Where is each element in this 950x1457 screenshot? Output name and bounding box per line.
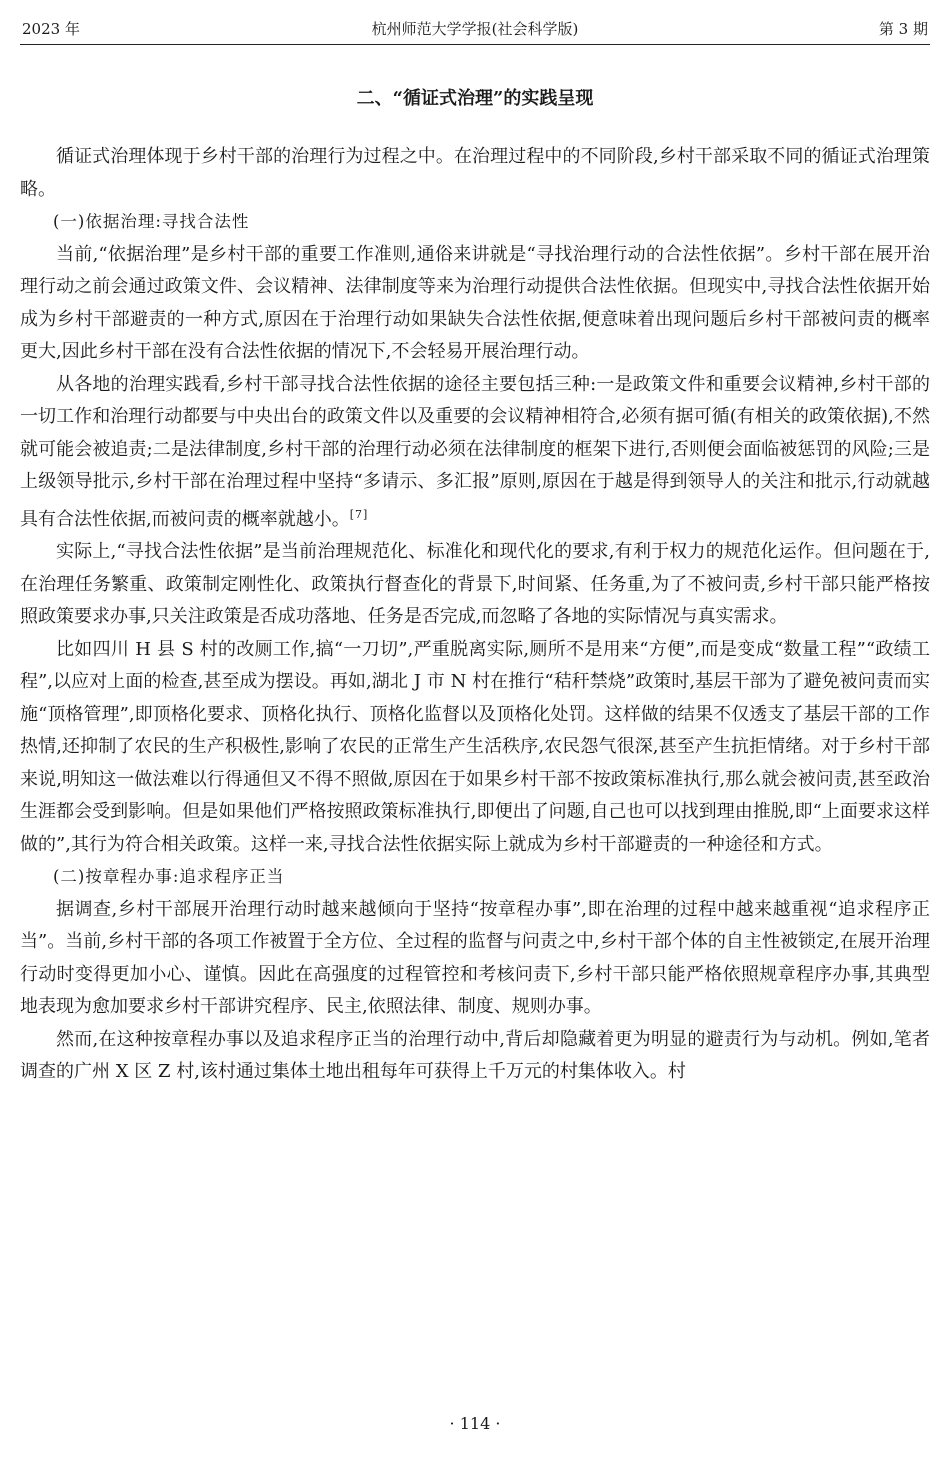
header-rule bbox=[20, 44, 930, 45]
header-year: 2023 年 bbox=[22, 20, 80, 38]
paragraph-case-guangzhou: 然而,在这种按章程办事以及追求程序正当的治理行动中,背后却隐藏着更为明显的避责行为与动机。例如,笔者调查的广州 X 区 Z 村,该村通过集体土地出租每年可获得上千万元的村集体收入。村 bbox=[20, 1028, 930, 1082]
article-body bbox=[20, 141, 930, 1089]
paragraph-examples: 比如四川 H 县 S 村的改厕工作,搞“一刀切”,严重脱离实际,厕所不是用来“方便”,而是变成“数量工程”“政绩工程”,以应对上面的检查,甚至成为摆设。再如,湖北 J 市 N 村在推行“秸秆禁烧”政策时,基层干部为了避免被问责而实施“顶格管理”,即顶格化要求、顶格化执行、顶格化监督以及顶格化处罚。这样做的结果不仅透支了基层干部的工作热情,还抑制了农民的生产积极性,影响了农民的正常生产生活秩序,农民怨气很深,甚至产生抗拒情绪。对于乡村干部来说,明知这一做法难以行得通但又不得不照做,原因在于如果乡村干部不按政策标准执行,那么就会被问责,甚至政治生涯都会受到影响。但是如果他们严格按照政策标准执行,即便出了问题,自己也可以找到理由推脱,即“上面要求这样做的”,其行为符合相关政策。这样一来,寻找合法性依据实际上就成为乡村干部避责的一种途径和方式。 bbox=[20, 638, 930, 855]
section-title: 二、“循证式治理”的实践呈现 bbox=[356, 88, 594, 109]
paragraph-three-paths bbox=[20, 369, 930, 537]
paragraph-legitimacy: 当前,“依据治理”是乡村干部的重要工作准则,通俗来讲就是“寻找治理行动的合法性依据”。乡村干部在展开治理行动之前会通过政策文件、会议精神、法律制度等来为治理行动提供合法性依据。但现实中,寻找合法性依据开始成为乡村干部避责的一种方式,原因在于治理行动如果缺失合法性依据,便意味着出现问题后乡村干部被问责的概率更大,因此乡村干部在没有合法性依据的情况下,不会轻易开展治理行动。 bbox=[20, 243, 930, 362]
running-header bbox=[22, 18, 928, 42]
paragraph-procedure: 据调查,乡村干部展开治理行动时越来越倾向于坚持“按章程办事”,即在治理的过程中越来越重视“追求程序正当”。当前,乡村干部的各项工作被置于全方位、全过程的监督与问责之中,乡村干部个体的自主性被锁定,在展开治理行动时变得更加小心、谨慎。因此在高强度的过程管控和考核问责下,乡村干部只能严格依照规章程序办事,其典型地表现为愈加要求乡村干部讲究程序、民主,依照法律、制度、规则办事。 bbox=[20, 898, 930, 1017]
citation-ref[interactable]: [7] bbox=[349, 507, 369, 521]
page-number: · 114 · bbox=[449, 1414, 501, 1433]
paragraph-intro: 循证式治理体现于乡村干部的治理行为过程之中。在治理过程中的不同阶段,乡村干部采取不同的循证式治理策略。 bbox=[20, 146, 930, 200]
paragraph-standardization: 实际上,“寻找合法性依据”是当前治理规范化、标准化和现代化的要求,有利于权力的规范化运作。但问题在于,在治理任务繁重、政策制定刚性化、政策执行督查化的背景下,时间紧、任务重,为了不被问责,乡村干部只能严格按照政策要求办事,只关注政策是否成功落地、任务是否完成,而忽略了各地的实际情况与真实需求。 bbox=[20, 541, 930, 627]
paragraph-three-paths-text: 从各地的治理实践看,乡村干部寻找合法性依据的途径主要包括三种:一是政策文件和重要会议精神,乡村干部的一切工作和治理行动都要与中央出台的政策文件以及重要的会议精神相符合,必须有据可循(有相关的政策依据),不然就可能会被追责;二是法律制度,乡村干部的治理行动必须在法律制度的框架下进行,否则便会面临被惩罚的风险;三是上级领导批示,乡村干部在治理过程中坚持“多请示、多汇报”原则,原因在于越是得到领导人的关注和批示,行动就越具有合法性依据,而被问责的概率就越小。 bbox=[20, 373, 930, 530]
subsection-heading-1: (一)依据治理:寻找合法性 bbox=[53, 212, 250, 231]
header-journal-title: 杭州师范大学学报(社会科学版) bbox=[371, 20, 579, 38]
header-issue: 第 3 期 bbox=[878, 20, 928, 38]
subsection-heading-2: (二)按章程办事:追求程序正当 bbox=[53, 867, 285, 886]
